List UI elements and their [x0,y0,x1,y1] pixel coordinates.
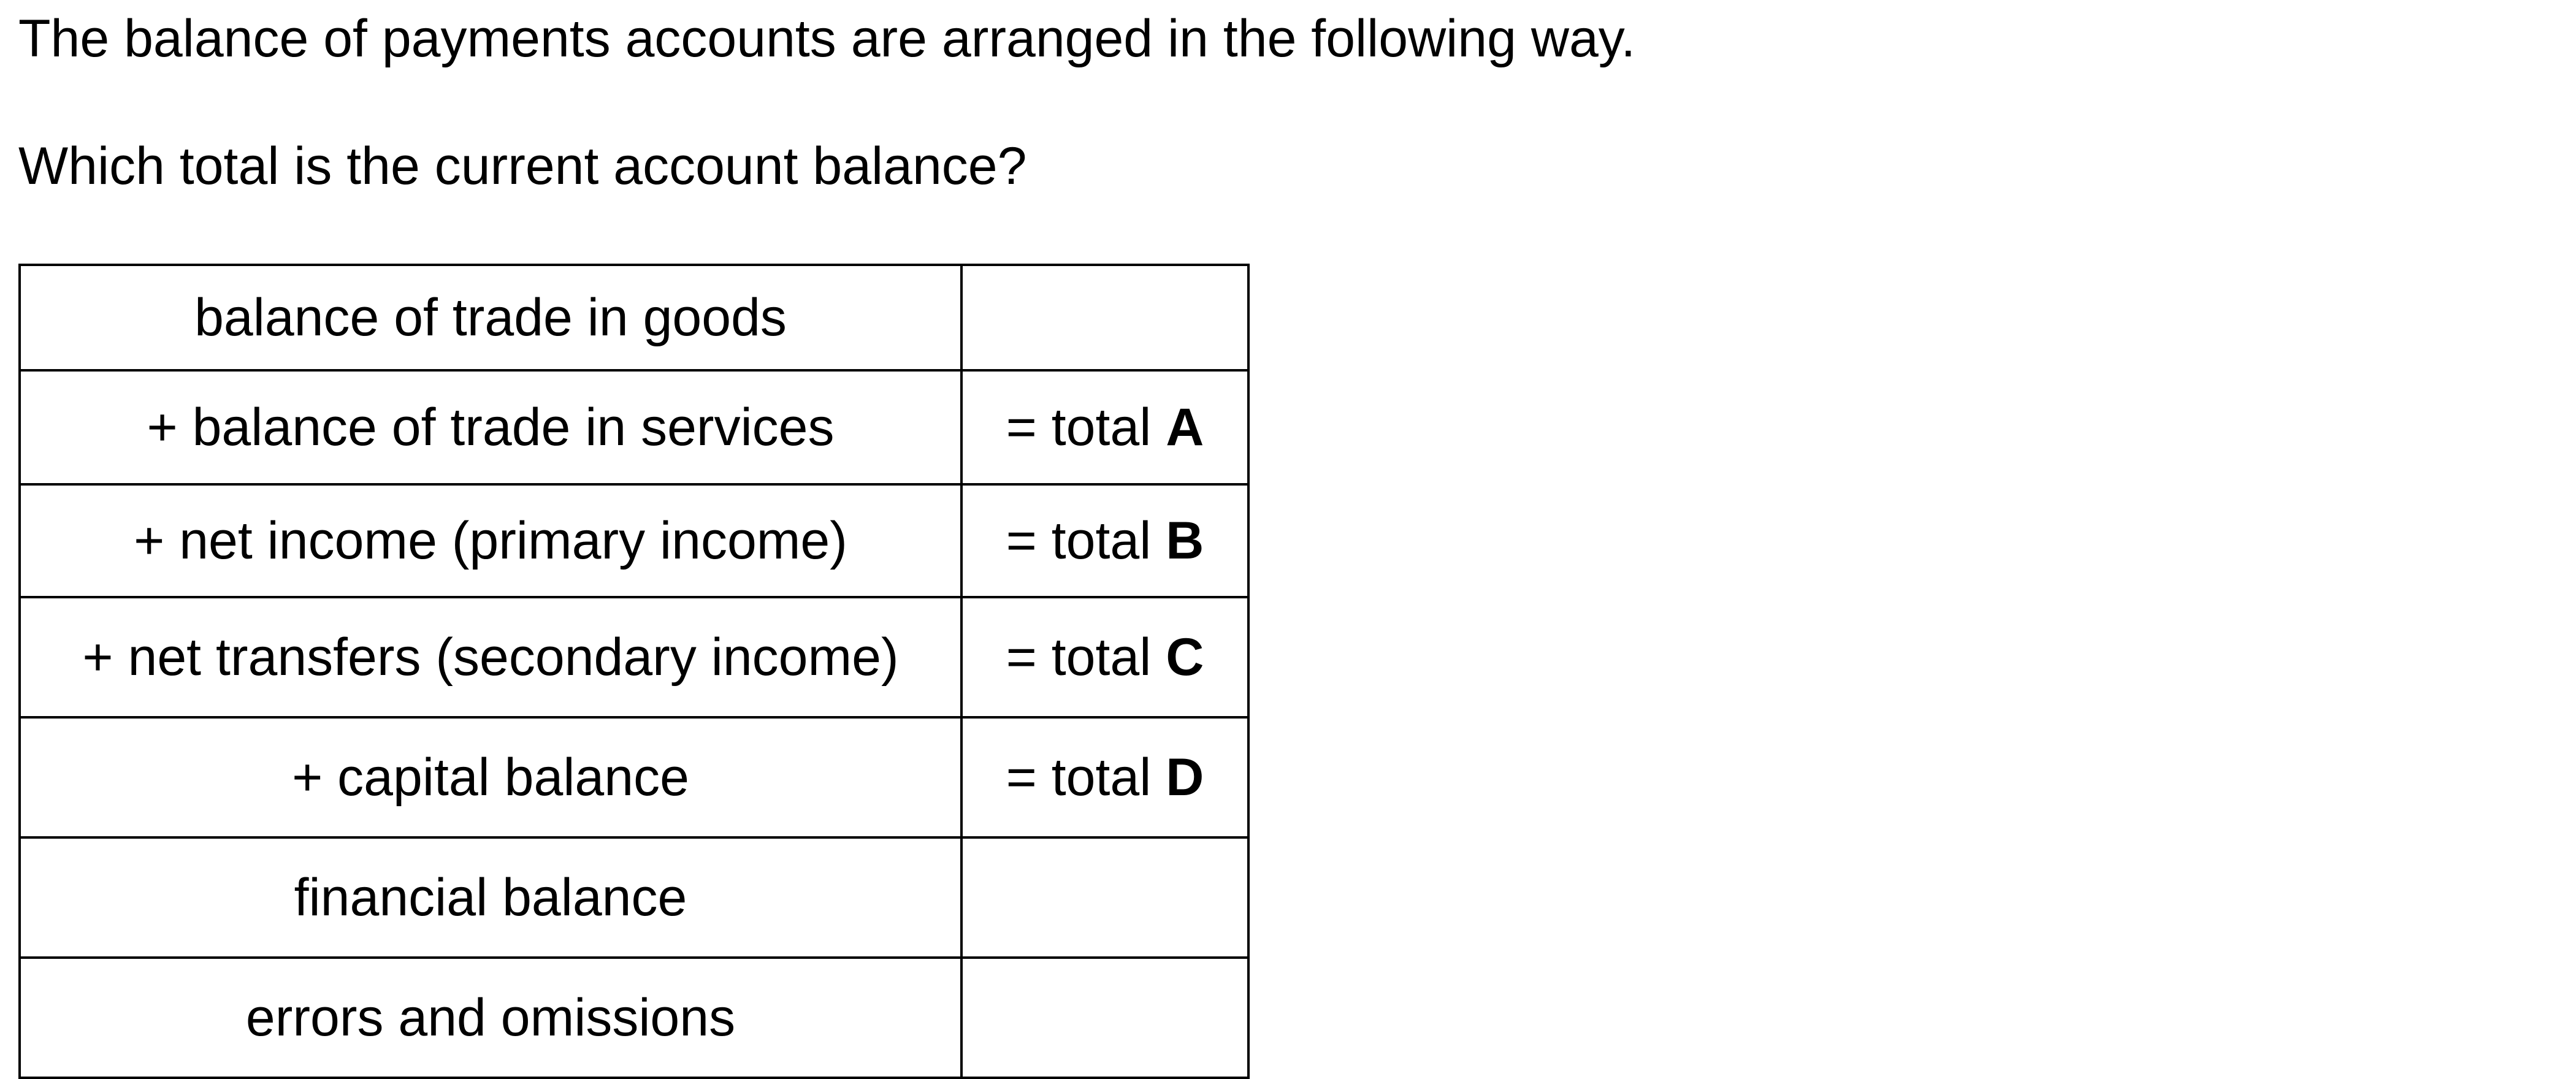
total-cell [961,958,1248,1078]
total-prefix: = total [1006,627,1166,687]
total-cell [961,837,1248,958]
account-item: errors and omissions [20,958,961,1078]
total-letter: A [1166,397,1204,457]
total-prefix: = total [1006,747,1166,807]
table-row [20,837,1248,958]
table-row [20,484,1248,597]
total-cell [961,265,1248,370]
total-letter: D [1166,747,1204,807]
account-item: + net income (primary income) [20,484,961,597]
account-item: + net transfers (secondary income) [20,597,961,717]
total-cell [961,717,1248,837]
account-item: balance of trade in goods [20,265,961,370]
account-item: + balance of trade in services [20,370,961,484]
table-row [20,958,1248,1078]
table-row [20,370,1248,484]
table-row [20,717,1248,837]
balance-of-payments-table [18,264,1250,1079]
total-cell [961,484,1248,597]
total-prefix: = total [1006,511,1166,570]
table-row [20,265,1248,370]
total-letter: B [1166,511,1204,570]
total-cell [961,597,1248,717]
account-item: + capital balance [20,717,961,837]
account-item: financial balance [20,837,961,958]
question-text: Which total is the current account balance? [18,137,1027,196]
intro-text: The balance of payments accounts are arranged in the following way. [18,9,1636,68]
total-cell [961,370,1248,484]
total-prefix: = total [1006,397,1166,457]
table-row [20,597,1248,717]
total-letter: C [1166,627,1204,687]
